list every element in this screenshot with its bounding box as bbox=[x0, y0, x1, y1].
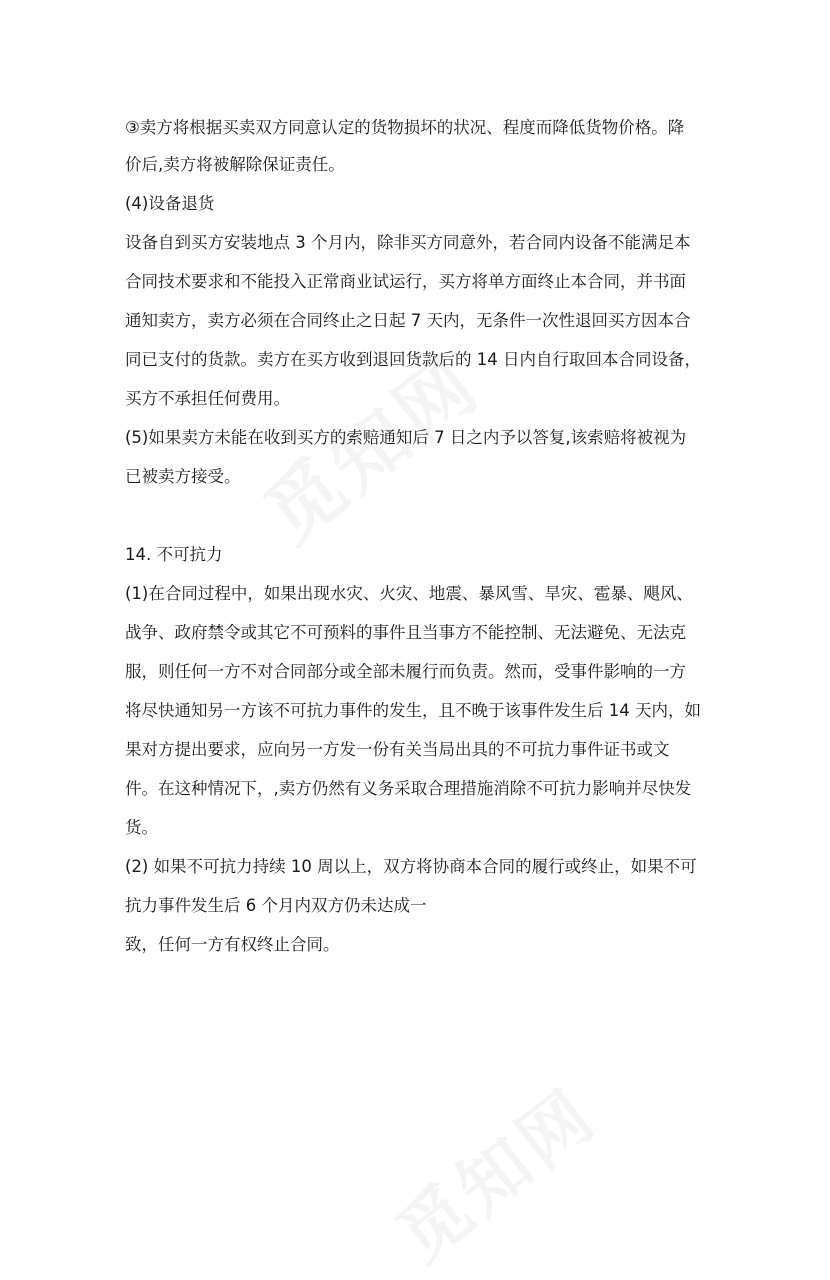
text-line: 合同技术要求和不能投入正常商业试运行，买方将单方面终止本合同，并书面 bbox=[125, 272, 686, 291]
text-line: (5)如果卖方未能在收到买方的索赔通知后 7 日之内予以答复,该索赔将被视为 bbox=[125, 428, 687, 447]
text-line: 货。 bbox=[125, 818, 158, 837]
text-line: 价后,卖方将被解除保证责任。 bbox=[125, 155, 345, 174]
text-line: 买方不承担任何费用。 bbox=[125, 389, 290, 408]
text-line: (2) 如果不可抗力持续 10 周以上，双方将协商本合同的履行或终止，如果不可 bbox=[125, 857, 697, 876]
text-line: 通知卖方，卖方必须在合同终止之日起 7 天内，无条件一次性退回买方因本合 bbox=[125, 311, 691, 330]
text-line: 致，任何一方有权终止合同。 bbox=[125, 935, 340, 954]
text-line: ③卖方将根据买卖双方同意认定的货物损坏的状况、程度而降低货物价格。降 bbox=[125, 118, 685, 137]
text-line: 设备自到买方安装地点 3 个月内，除非买方同意外，若合同内设备不能满足本 bbox=[125, 233, 691, 252]
text-line: 果对方提出要求，应向另一方发一份有关当局出具的不可抗力事件证书或文 bbox=[125, 740, 670, 759]
text-line: 已被卖方接受。 bbox=[125, 467, 241, 486]
text-line: 抗力事件发生后 6 个月内双方仍未达成一 bbox=[125, 896, 427, 915]
text-line: 将尽快通知另一方该不可抗力事件的发生，且不晚于该事件发生后 14 天内，如 bbox=[125, 701, 701, 720]
section-heading: (4)设备退货 bbox=[125, 194, 215, 213]
text-line: 战争、政府禁令或其它不可预料的事件且当事方不能控制、无法避免、无法克 bbox=[125, 623, 686, 642]
text-line: 同已支付的货款。卖方在买方收到退回货款后的 14 日内自行取回本合同设备， bbox=[125, 350, 701, 369]
section-heading: 14. 不可抗力 bbox=[125, 545, 223, 564]
watermark-bottom bbox=[373, 1061, 615, 1280]
text-line: 服，则任何一方不对合同部分或全部未履行而负责。然而，受事件影响的一方 bbox=[125, 662, 686, 681]
text-line: 件。在这种情况下，,卖方仍然有义务采取合理措施消除不可抗力影响并尽快发 bbox=[125, 779, 692, 798]
text-line: (1)在合同过程中，如果出现水灾、火灾、地震、暴风雪、旱灾、雹暴、飓风、 bbox=[125, 584, 693, 603]
